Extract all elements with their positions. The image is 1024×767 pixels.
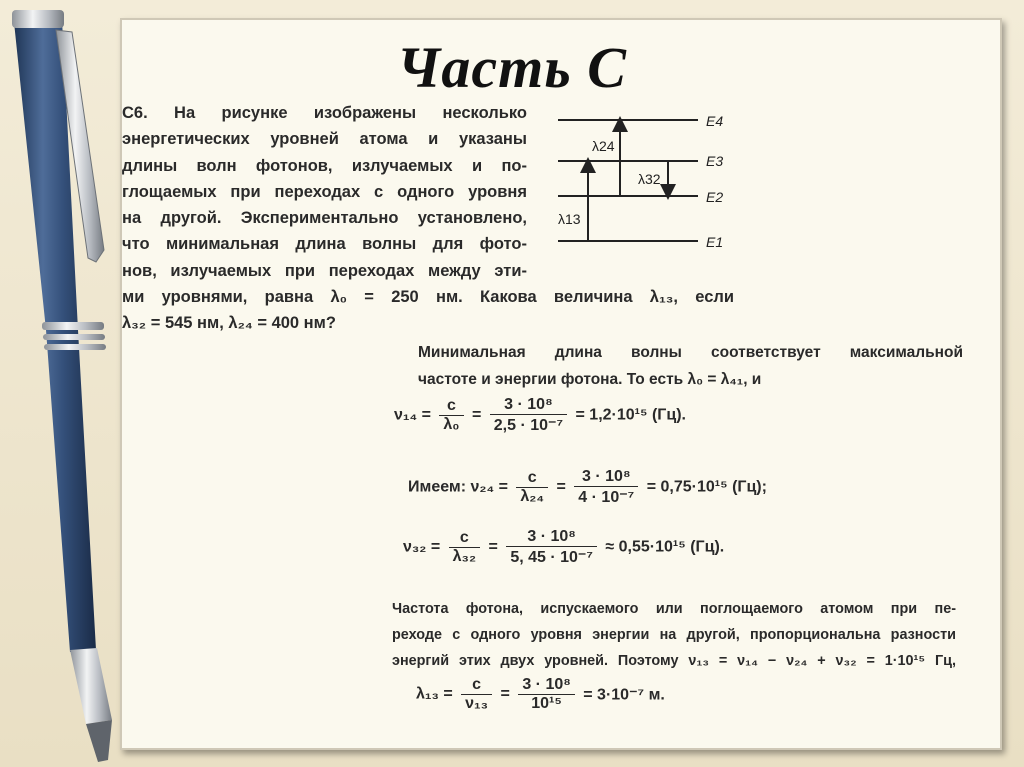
fraction-denominator: 10¹⁵ — [531, 695, 562, 712]
fraction-denominator: λ₀ — [443, 416, 460, 433]
fraction-numerator: 3 · 10⁸ — [574, 468, 638, 487]
equals-sign: = — [500, 685, 510, 703]
solution-paragraph-1 — [418, 339, 963, 393]
level-label-e1: E1 — [706, 234, 724, 250]
equals-sign: = — [488, 538, 498, 556]
slide-title: Часть С — [397, 35, 627, 100]
problem-line: на другой. Экспериментально установлено, — [122, 209, 527, 228]
equation-lhs: ν₁₄ = — [394, 406, 431, 424]
fraction-numerator: 3 · 10⁸ — [506, 528, 597, 547]
fraction-denominator: λ₃₂ — [452, 548, 477, 565]
solution-line: реходе с одного уровня энергии на другой, пропорциональна разности — [392, 627, 956, 643]
equation-nu14 — [394, 396, 686, 435]
fraction-numerator: c — [449, 529, 480, 548]
level-label-e4: E4 — [706, 113, 724, 129]
level-label-e2: E2 — [706, 189, 724, 205]
equals-sign: = — [556, 478, 566, 496]
fraction-denominator: 4 · 10⁻⁷ — [578, 489, 635, 506]
solution-line: энергий этих двух уровней. Поэтому ν₁₃ = ν₁₄ − ν₂₄ + ν₃₂ = 1·10¹⁵ Гц, — [392, 653, 956, 669]
fraction-denominator: 5, 45 · 10⁻⁷ — [510, 549, 593, 566]
equation-rhs: ≈ 0,55·10¹⁵ (Гц). — [605, 538, 725, 556]
pen-grip — [70, 648, 112, 724]
problem-line: нов, излучаемых при переходах между эти- — [122, 261, 527, 280]
label-lambda24: λ24 — [592, 138, 615, 154]
equation-rhs: = 0,75·10¹⁵ (Гц); — [646, 478, 767, 496]
fraction-numerator: c — [439, 397, 463, 416]
equation-lhs: λ₁₃ = — [416, 685, 453, 703]
fraction-denominator: ν₁₃ — [465, 695, 489, 712]
energy-level-diagram — [550, 106, 740, 256]
problem-line: λ₃₂ = 545 нм, λ₂₄ = 400 нм? — [122, 314, 336, 333]
equation-lhs: ν₃₂ = — [403, 538, 441, 556]
pen-ring — [44, 344, 106, 350]
fraction-numerator: 3 · 10⁸ — [518, 676, 574, 695]
fraction-numerator: c — [516, 469, 548, 488]
problem-line: длины волн фотонов, излучаемых и по- — [122, 156, 527, 175]
equation-lhs: Имеем: ν₂₄ = — [408, 478, 508, 496]
fraction-denominator: 2,5 · 10⁻⁷ — [493, 417, 564, 434]
pen-illustration — [0, 0, 170, 767]
problem-line: энергетических уровней атома и указаны — [122, 130, 527, 149]
level-label-e3: E3 — [706, 153, 724, 169]
solution-line: Частота фотона, испускаемого или поглощаемого атомом при пе- — [392, 601, 956, 617]
solution-paragraph-2 — [392, 596, 956, 674]
pen-ring — [42, 322, 104, 330]
pen-tip — [86, 720, 112, 762]
equation-nu24 — [408, 468, 767, 507]
equation-lambda13 — [416, 676, 665, 713]
problem-line: глощаемых при переходах с одного уровня — [122, 182, 527, 201]
solution-line: Минимальная длина волны соответствует максимальной — [418, 344, 963, 361]
pen-cap-top — [12, 10, 64, 28]
pen-ring — [43, 334, 105, 340]
equation-rhs: = 1,2·10¹⁵ (Гц). — [575, 406, 686, 424]
problem-line: ми уровнями, равна λ₀ = 250 нм. Какова величина λ₁₃, если — [122, 288, 734, 307]
equation-nu32 — [403, 528, 724, 567]
fraction-denominator: λ₂₄ — [520, 488, 545, 505]
fraction-numerator: 3 · 10⁸ — [490, 396, 567, 415]
solution-line: частоте и энергии фотона. То есть λ₀ = λ₄₁, и — [418, 371, 762, 388]
equation-rhs: = 3·10⁻⁷ м. — [583, 686, 665, 704]
fraction-numerator: c — [461, 676, 492, 695]
problem-line: С6. На рисунке изображены несколько — [122, 104, 527, 122]
label-lambda13: λ13 — [558, 211, 581, 227]
equals-sign: = — [471, 406, 482, 424]
label-lambda32: λ32 — [638, 171, 661, 187]
problem-line: что минимальная длина волны для фото- — [122, 235, 527, 254]
